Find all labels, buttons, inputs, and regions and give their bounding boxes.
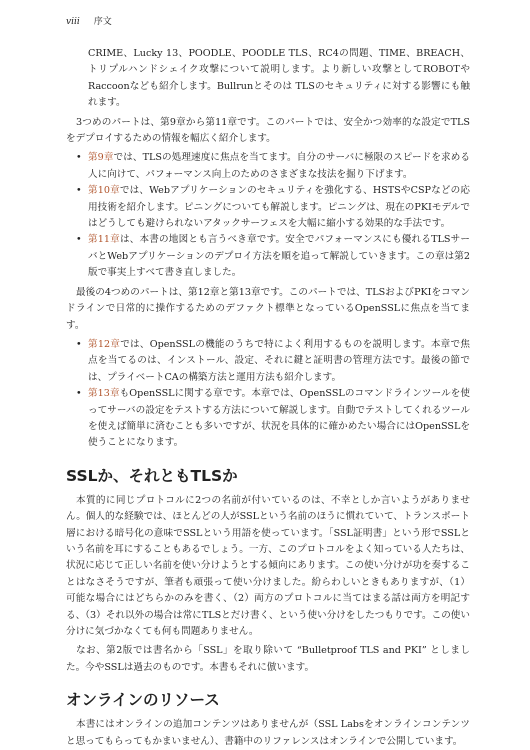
paragraph: 本書にはオンラインの追加コンテンツはありませんが（SSL Labsをオンラインコンテンツと思ってもらってもかまいません）、書籍中のリファレンスはオンラインで公開しています。 — [66, 719, 470, 747]
list-item-text: は、本書の地図とも言うべき章です。安全でパフォーマンスにも優れるTLSサーバとWebアプリケーションのデプロイ方法を順を追って解説していきます。この章は第2版で事実上すべて書き直しました。 — [88, 234, 470, 279]
list-item-text: では、Webアプリケーションのセキュリティを強化する、HSTSやCSPなどの応用技術を紹介します。ピニングについても解説します。ピニングは、現在のPKIモデルではどうしても避けられないアタックサーフェスを大幅に縮小する効果的な手法です。 — [88, 185, 470, 230]
list-item — [66, 150, 470, 183]
chapter-link[interactable]: 第10章 — [88, 185, 120, 197]
paragraph: なお、第2版では書名から「SSL」を取り除いて “Bulletproof TLS and PKI” としました。今やSSLは過去のものです。本書もそれに倣います。 — [66, 645, 470, 673]
running-header — [66, 14, 470, 27]
list-item-text: では、TLSの処理速度に焦点を当てます。自分のサーバに極限のスピードを求める人に向けて、パフォーマンス向上のためのさまざまな技法を掘り下げます。 — [88, 152, 470, 180]
chapter-link[interactable]: 第11章 — [88, 234, 120, 246]
chapter-link[interactable]: 第9章 — [88, 152, 114, 164]
part4-intro: 最後の4つめのパートは、第12章と第13章です。このパートでは、TLSおよびPKIをコマンドラインで日常的に操作するためのデファクト標準となっているOpenSSLに焦点を当てます。 — [66, 286, 470, 331]
section-title: 序文 — [93, 17, 112, 27]
part4-chapter-list — [66, 337, 470, 452]
list-item-text: では、OpenSSLの機能のうちで特によく利用するものを説明します。本章で焦点を当てるのは、インストール、設定、それに鍵と証明書の管理方法です。最後の節では、プライベートCAの構築方法と運用方法も紹介します。 — [88, 338, 470, 383]
page-number: viii — [66, 17, 80, 27]
list-item — [66, 337, 470, 386]
paragraph: 本質的に同じプロトコルに2つの名前が付いているのは、不幸としか言いようがありません。個人的な経験では、ほとんどの人がSSLという名前のほうに慣れていて、トランスポート層における暗号化の意味でSSLという用語を使っています。「SSL証明書」という形でSSLという名前を耳にすることもあるでしょう。一方、このプロトコルをよく知っている人たちは、状況に応じて正しい名前を使い分けようとする傾向にあります。この使い分けが功を奏することはなさそうですが、筆者も頑張って使い分けました。紛らわしいときもありますが、（1）可能な場合にはどちらかのみを書く、（2）両方のプロトコルに当てはまる話は両方を明記する、（3）それ以外の場合は常にTLSとだけ書く、という使い分けをしたつもりです。この使い分けに気づかなくても何も問題ありません。 — [66, 494, 470, 637]
list-item-text: もOpenSSLに関する章です。本章では、OpenSSLのコマンドラインツールを使ってサーバの設定をテストする方法について解説します。自動でテストしてくれるツールを使えば簡単に済むことも多いですが、状況を具体的に確かめたい場合にはOpenSSLを使うことになります。 — [88, 388, 471, 449]
chapter-link[interactable]: 第13章 — [88, 388, 120, 400]
list-item — [66, 183, 470, 232]
section-heading-ssl-or-tls: SSLか、それともTLSか — [66, 466, 238, 485]
part3-intro: 3つめのパートは、第9章から第11章です。このパートでは、安全かつ効率的な設定でTLSをデプロイするための情報を幅広く紹介します。 — [66, 116, 470, 145]
intro-continuation: CRIME、Lucky 13、POODLE、POODLE TLS、RC4の問題、TIME、BREACH、トリプルハンドシェイク攻撃について説明します。より新しい攻撃としてROBOTやRaccoonなども紹介します。Bullrunとそのは TLSのセキュリティに対する影響にも触れます。 — [88, 48, 470, 109]
list-item — [66, 386, 470, 452]
list-item — [66, 232, 470, 281]
part3-chapter-list — [66, 150, 470, 281]
section-heading-online-resources: オンラインのリソース — [66, 691, 220, 710]
chapter-link[interactable]: 第12章 — [88, 338, 121, 350]
